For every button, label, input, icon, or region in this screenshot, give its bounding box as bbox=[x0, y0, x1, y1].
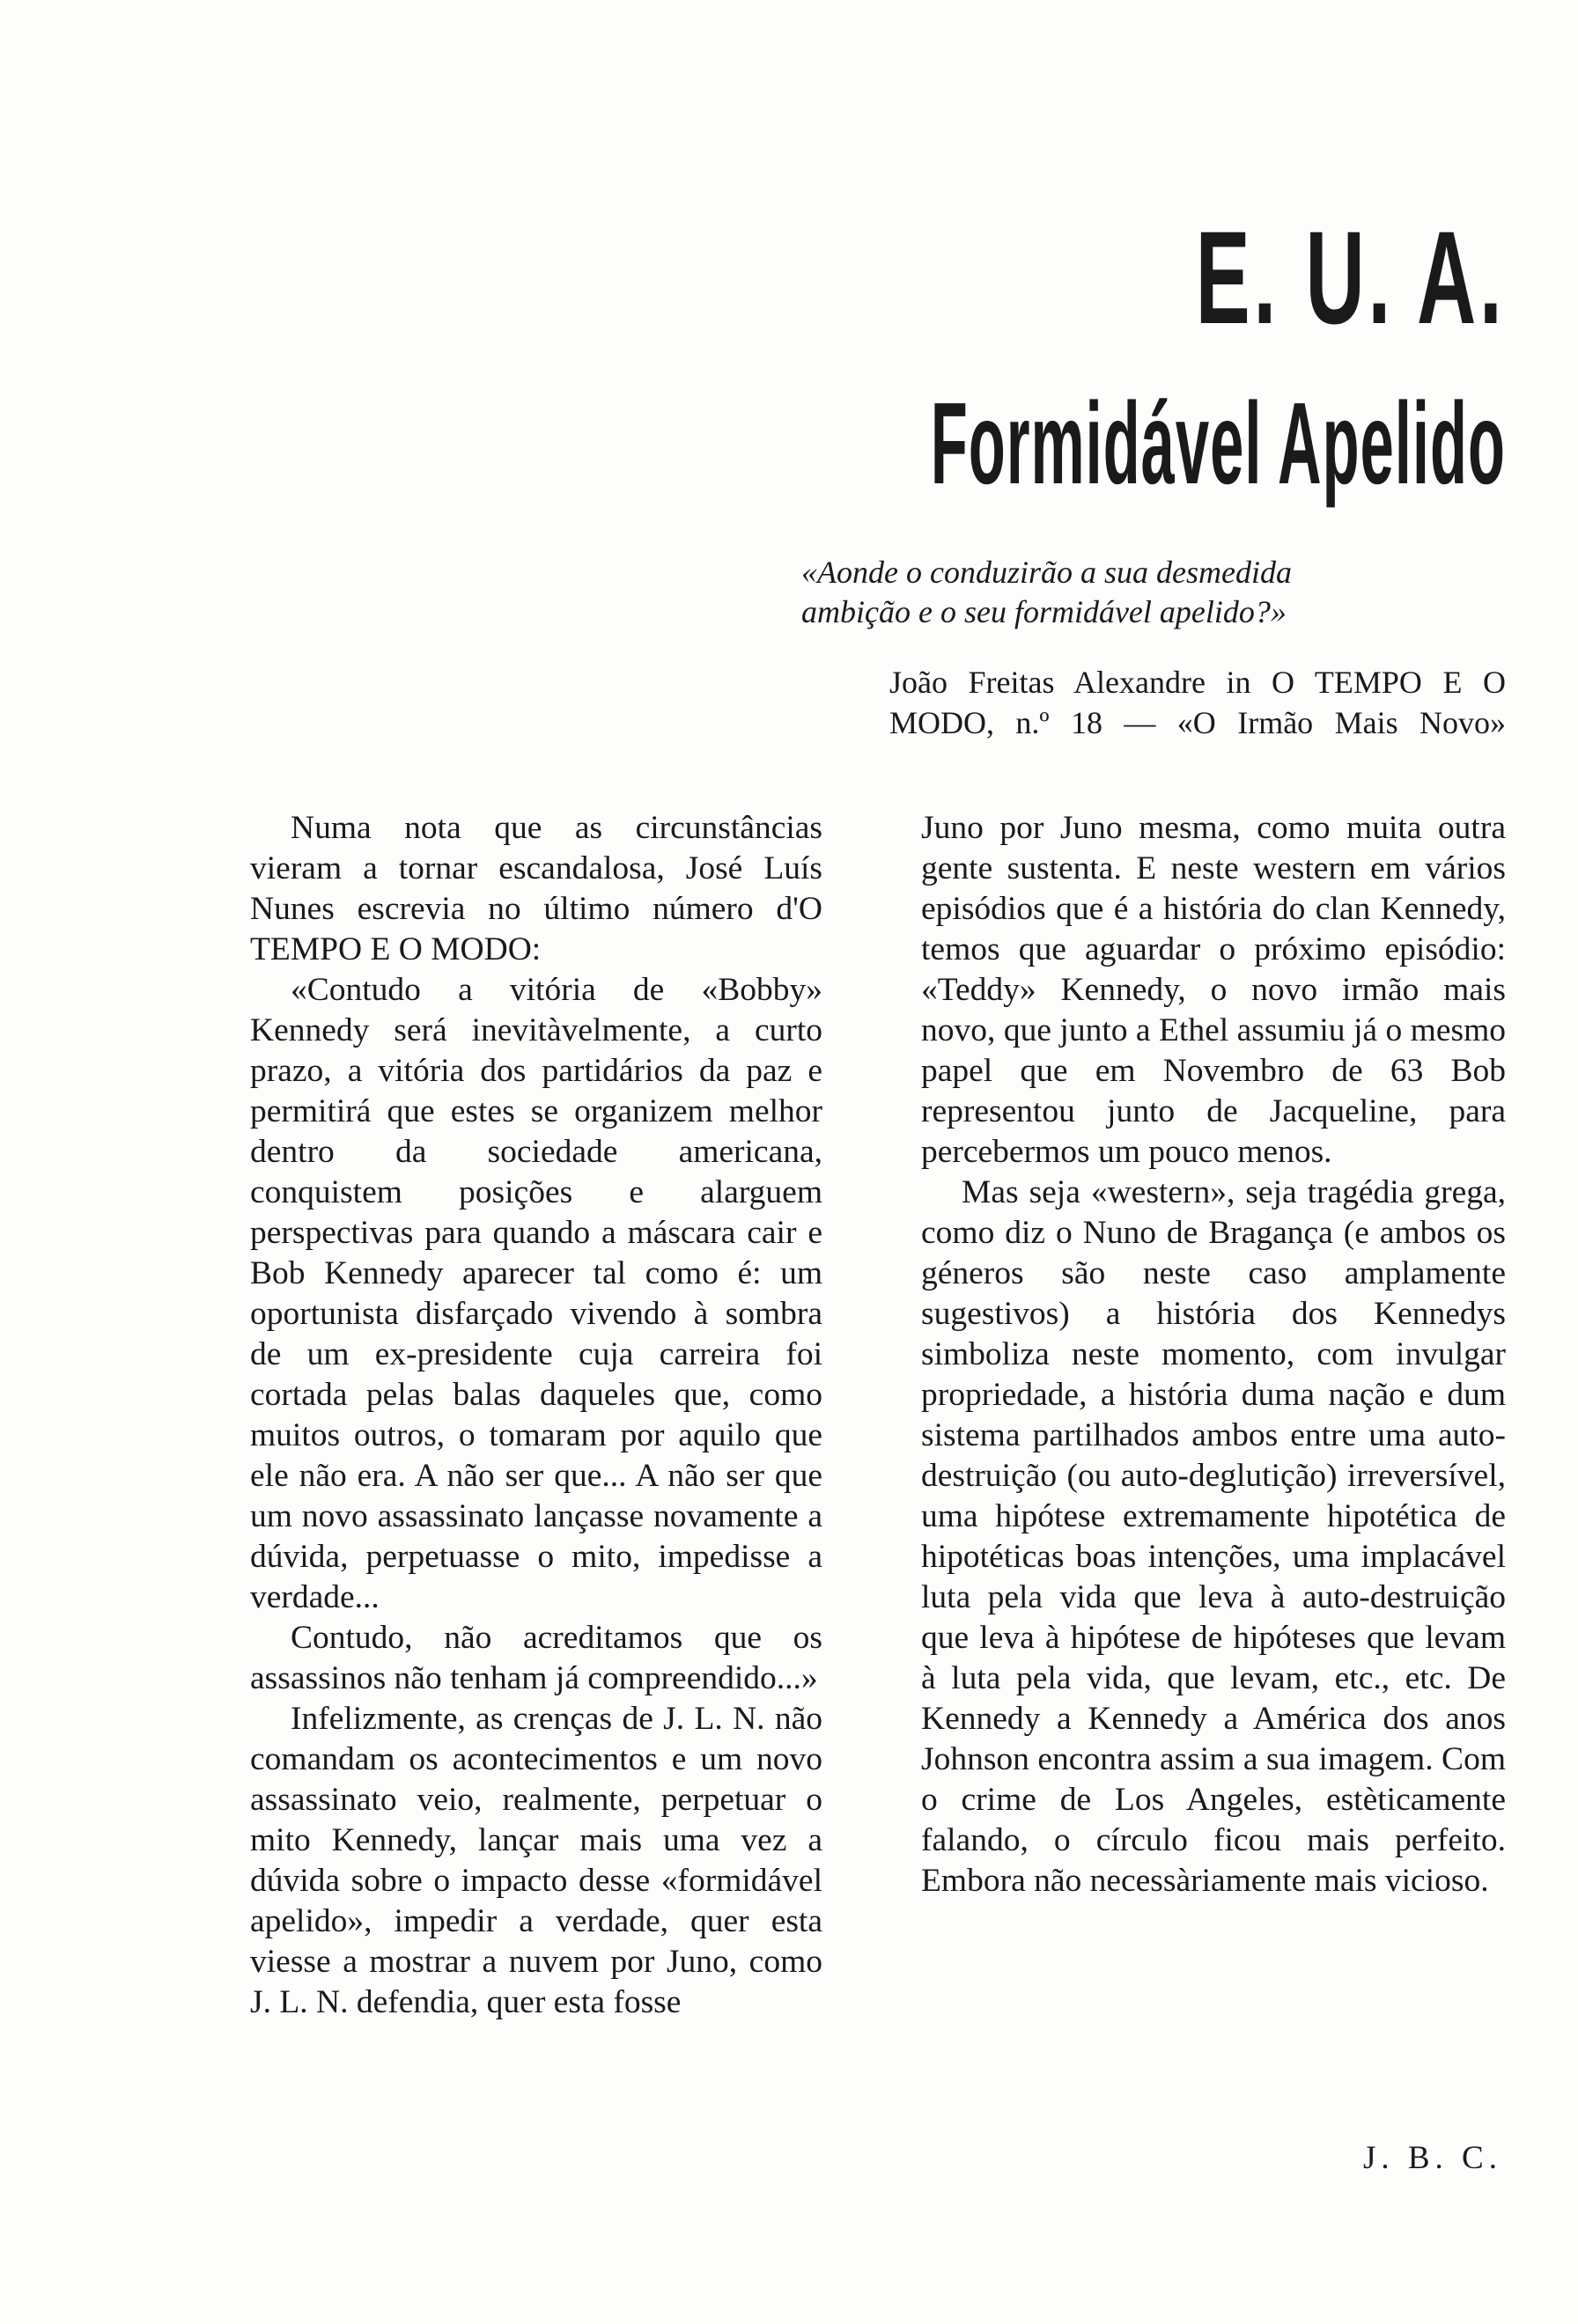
left-column bbox=[250, 808, 822, 2023]
paragraph: Numa nota que as circunstâncias vieram a tornar escandalosa, José Luís Nunes escrevia no último número d'O TEMPO E O MODO: bbox=[250, 810, 822, 967]
author-signature: J. B. C. bbox=[1362, 2140, 1502, 2176]
source-line-2: MODO, n.º 18 — «O Irmão Mais Novo» bbox=[889, 705, 1506, 740]
epigraph-quote bbox=[801, 553, 1506, 632]
epigraph-source bbox=[889, 662, 1506, 743]
right-column bbox=[921, 808, 1506, 1901]
paragraph: Mas seja «western», seja tragédia grega, como diz o Nuno de Bragança (e ambos os géneros são neste caso amplamente sugestivos) a história dos Kennedys simboliza neste momento, com invulgar propriedade, a história duma nação e dum sistema partilhados ambos entre uma auto-destruição (ou auto-deglutição) irreversível, uma hipótese extremamente hipotética de hipotéticas boas intenções, uma implacável luta pela vida que leva à auto-destruição que leva à hipótese de hipóteses que levam à luta pela vida, que levam, etc., etc. De Kennedy a Kennedy a América dos anos Johnson encontra assim a sua imagem. Com o crime de Los Angeles, estèticamente falando, o círculo ficou mais perfeito. Embora não necessàriamente mais vicioso. bbox=[921, 1174, 1506, 1899]
paragraph: Infelizmente, as crenças de J. L. N. não comandam os acontecimentos e um novo assassinato veio, realmente, perpetuar o mito Kennedy, lançar mais uma vez a dúvida sobre o impacto desse «formidável apelido», impedir a verdade, quer esta viesse a mostrar a nuvem por Juno, como J. L. N. defendia, quer esta fosse bbox=[250, 1701, 822, 2020]
paragraph: Contudo, não acreditamos que os assassinos não tenham já compreendido...» bbox=[250, 1620, 822, 1696]
article-title: E. U. A. bbox=[1196, 203, 1506, 351]
paragraph: «Contudo a vitória de «Bobby» Kennedy será inevitàvelmente, a curto prazo, a vitória dos partidários da paz e permitirá que estes se organizem melhor dentro da sociedade americana, conquistem posições e alarguem perspectivas para quando a máscara cair e Bob Kennedy aparecer tal como é: um oportunista disfarçado vivendo à sombra de um ex-presidente cuja carreira foi cortada pelas balas daqueles que, como muitos outros, o tomaram por aquilo que ele não era. A não ser que... A não ser que um novo assassinato lançasse novamente a dúvida, perpetuasse o mito, impedisse a verdade... bbox=[250, 972, 822, 1615]
epigraph-line-1: «Aonde o conduzirão a sua desmedida bbox=[801, 555, 1292, 590]
epigraph-line-2: ambição e o seu formidável apelido?» bbox=[801, 594, 1287, 629]
source-line-1: João Freitas Alexandre in O TEMPO E O bbox=[889, 665, 1506, 700]
article-subtitle: Formidável Apelido bbox=[930, 379, 1506, 508]
paragraph: Juno por Juno mesma, como muita outra gente sustenta. E neste western em vários episódios que é a história do clan Kennedy, temos que aguardar o próximo episódio: «Teddy» Kennedy, o novo irmão mais novo, que junto a Ethel assumiu já o mesmo papel que em Novembro de 63 Bob representou junto de Jacqueline, para percebermos um pouco menos. bbox=[921, 810, 1506, 1170]
